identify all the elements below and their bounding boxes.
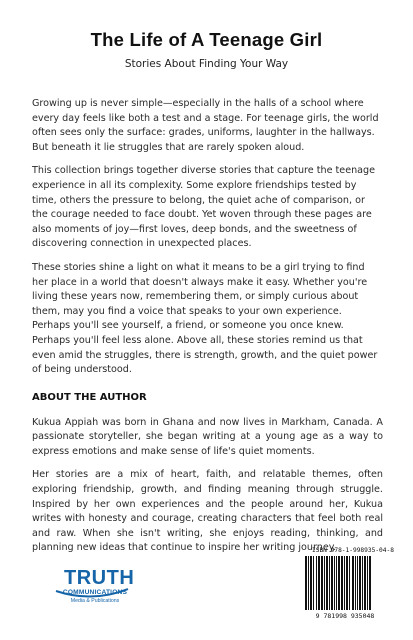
publisher-line1: COMMUNICATIONS (62, 589, 128, 596)
book-title: The Life of A Teenage Girl (90, 29, 323, 50)
blurb-paragraph-1: Growing up is never simple—especially in the halls of a school where every day feels like both a test and a stage. For teenage girls, the world often sees only the surface: grades, uniforms, laughter in the hallways. But beneath it lie struggles that are rarely spoken aloud. (32, 98, 379, 153)
author-heading: ABOUT THE AUTHOR (32, 391, 147, 403)
barcode (302, 556, 388, 612)
barcode-digits: 9 781998 935048 (315, 612, 375, 620)
isbn-label: ISBN 978-1-998935-04-8 (312, 547, 394, 554)
blurb-paragraph-2: This collection brings together diverse stories that capture the teenage experience in all its complexity. Some explore friendships tested by time, others the pressure to belong, the quiet ache of comparison, or the courage needed to face doubt. Yet woven through these pages are also moments of joy—first loves, deep bonds, and the sweetness of discovering connection in unexpected places. (32, 165, 376, 250)
publisher-logo (34, 567, 135, 627)
book-subtitle: Stories About Finding Your Way (124, 58, 289, 70)
back-cover-text (32, 97, 383, 565)
author-paragraph-2: Her stories are a mix of heart, faith, and relatable themes, often exploring friendship, growth, and finding meaning through struggle. Inspired by her own experiences and the people around her, Kukua writes with honesty and courage, creating characters that feel both real and raw. When she isn't writing, she enjoys reading, thinking, and planning new ideas that continue to inspire her writing journey. (32, 469, 383, 554)
publisher-line2: Media & Publications (70, 598, 120, 604)
barcode-icon (302, 556, 388, 612)
publisher-name: TRUTH (64, 567, 135, 589)
author-paragraph-1: Kukua Appiah was born in Ghana and now lives in Markham, Canada. A passionate storyteller, she began writing at a young age as a way to express emotions and make sense of life's quiet moments. (32, 416, 383, 457)
blurb-paragraph-3: These stories shine a light on what it means to be a girl trying to find her place in a world that doesn't always make it easy. Whether you're living these years now, remembering them, or simply curious about them, may you find a voice that speaks to your own experience. Perhaps you'll see yourself, a friend, or someone you once knew. Perhaps you'll feel less alone. Above all, these stories remind us that even amid the struggles, there is strength, growth, and the quiet power of being understood. (32, 261, 378, 376)
